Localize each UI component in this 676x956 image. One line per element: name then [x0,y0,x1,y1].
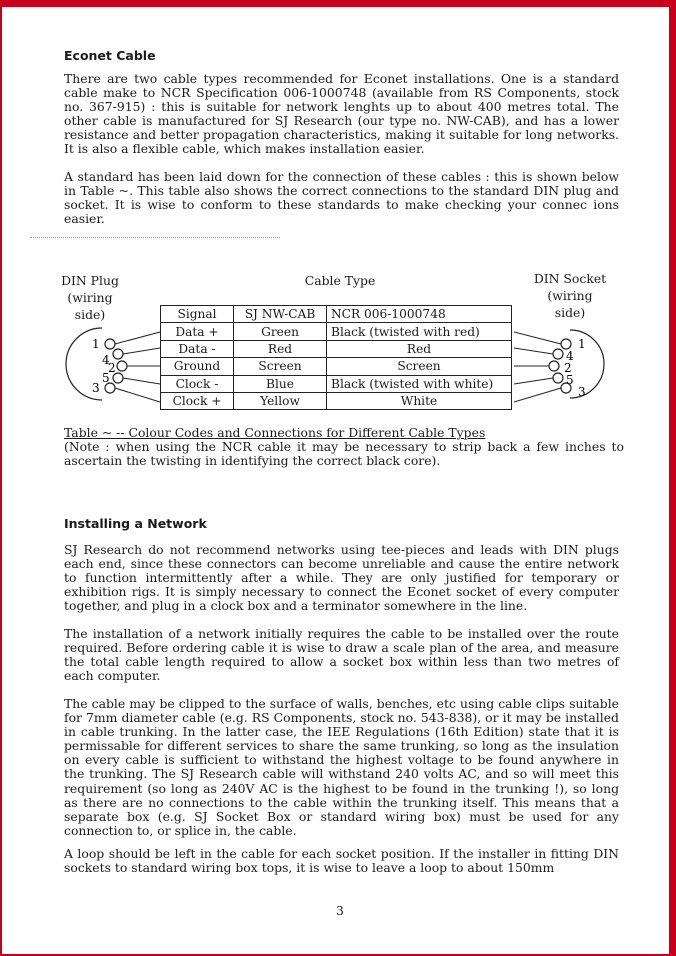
plug-pin-1: 1 [92,337,100,351]
table-caption: Table ~ -- Colour Codes and Connections for Different Cable Types [64,425,486,440]
paragraph-tee-pieces: SJ Research do not recommend networks using tee-pieces and leads with DIN plugs each end, since these connectors can become unreliable and cause the entire network to function intermittently after a while. They are only justified for temporary or exhibition rigs. It is simply necessary to connect the Econet socket of every computer together, and plug in a clock box and a terminator somewhere in the line. [64,542,619,614]
din-socket-diagram [514,320,614,410]
paragraph-installation: The installation of a network initially requires the cable to be installed over the route required. Before ordering cable it is wise to draw a scale plan of the area, and measure the total cable length required to allow a socket box within less than two metres of each computer. [64,626,619,684]
din-plug-sub2: side) [74,307,106,322]
plug-pin-5: 5 [102,371,110,385]
paragraph-standard: A standard has been laid down for the connection of these cables : this is shown below in Table ~. This table also shows the correct connections to the standard DIN plug and socket. It is wise to conform to these standards to make checking your connec ions easier. [64,169,619,227]
section-heading-econet-cable: Econet Cable [64,48,156,63]
table-header-row [161,306,512,323]
table-cell: Ground [161,358,234,375]
din-socket-label: DIN Socket [533,271,607,286]
table-cell: Blue [234,375,327,392]
din-plug-sub1: (wiring [67,290,113,305]
table-cell: Yellow [234,392,327,409]
table-row [161,392,512,409]
table-cell: Red [327,340,512,357]
table-cell: Data + [161,323,234,340]
header-signal: Signal [161,306,234,323]
table-row [161,375,512,392]
section-heading-installing: Installing a Network [64,516,207,531]
din-plug-diagram [62,320,162,410]
table-row [161,323,512,340]
plug-pin-2: 2 [108,361,116,375]
cable-colour-table [160,305,512,410]
table-cell: Data - [161,340,234,357]
socket-pin-1: 1 [578,337,586,351]
table-cell: Black (twisted with white) [327,375,512,392]
table-cell: Screen [327,358,512,375]
table-cell: White [327,392,512,409]
scan-artifact-line [30,237,280,238]
table-cell: Red [234,340,327,357]
header-ncr: NCR 006-1000748 [327,306,512,323]
table-row [161,340,512,357]
plug-pin-4: 4 [102,353,110,367]
paragraph-cable-types: There are two cable types recommended for Econet installations. One is a standard cable make to NCR Specification 006-1000748 (available from RS Components, stock no. 367-915) : this is suitable for network lenghts up to about 400 metres total. The other cable is manufactured for SJ Research (our type no. NW-CAB), and has a lower resistance and better propagation characteristics, making it suitable for long networks. It is also a flexible cable, which makes installation easier. [64,71,619,157]
din-socket-sub1: (wiring [547,288,593,303]
page-number: 3 [336,903,344,918]
plug-pin-3: 3 [92,381,100,395]
paragraph-cable-clips: The cable may be clipped to the surface of walls, benches, etc using cable clips suitable for 7mm diameter cable (e.g. RS Components, stock no. 543-838), or it may be installed in cable trunking. In the latter case, the IEE Regulations (16th Edition) state that it is permissable for different services to share the same trunking, so long as the insulation on every cable is sufficient to withstand the highest voltage to be found anywhere in the trunking. The SJ Research cable will withstand 240 volts AC, and so will meet this requirement (so long as 240V AC is the highest to be found in the trunking !), so long as there are no connections to the cable within the trunking itself. This means that a separate box (e.g. SJ Socket Box or standard wiring box) must be used for any connection to, or splice in, the cable. [64,696,619,838]
din-socket-sub2: side) [554,305,586,320]
socket-pin-4: 4 [566,349,574,363]
table-cell: Clock + [161,392,234,409]
paragraph-loop: A loop should be left in the cable for each socket position. If the installer in fitting DIN sockets to standard wiring box tops, it is wise to leave a loop to about 150mm [64,846,619,876]
din-plug-label: DIN Plug [61,273,119,288]
table-note: (Note : when using the NCR cable it may be necessary to strip back a few inches to ascertain the twisting in identifying the correct black core). [64,439,624,468]
table-cell: Green [234,323,327,340]
cable-type-label: Cable Type [304,273,376,288]
table-row [161,358,512,375]
socket-pin-5: 5 [566,373,574,387]
header-sj-nw-cab: SJ NW-CAB [234,306,327,323]
table-cell: Screen [234,358,327,375]
socket-pin-3: 3 [578,385,586,399]
socket-pin-2: 2 [564,361,572,375]
table-cell: Clock - [161,375,234,392]
table-cell: Black (twisted with red) [327,323,512,340]
